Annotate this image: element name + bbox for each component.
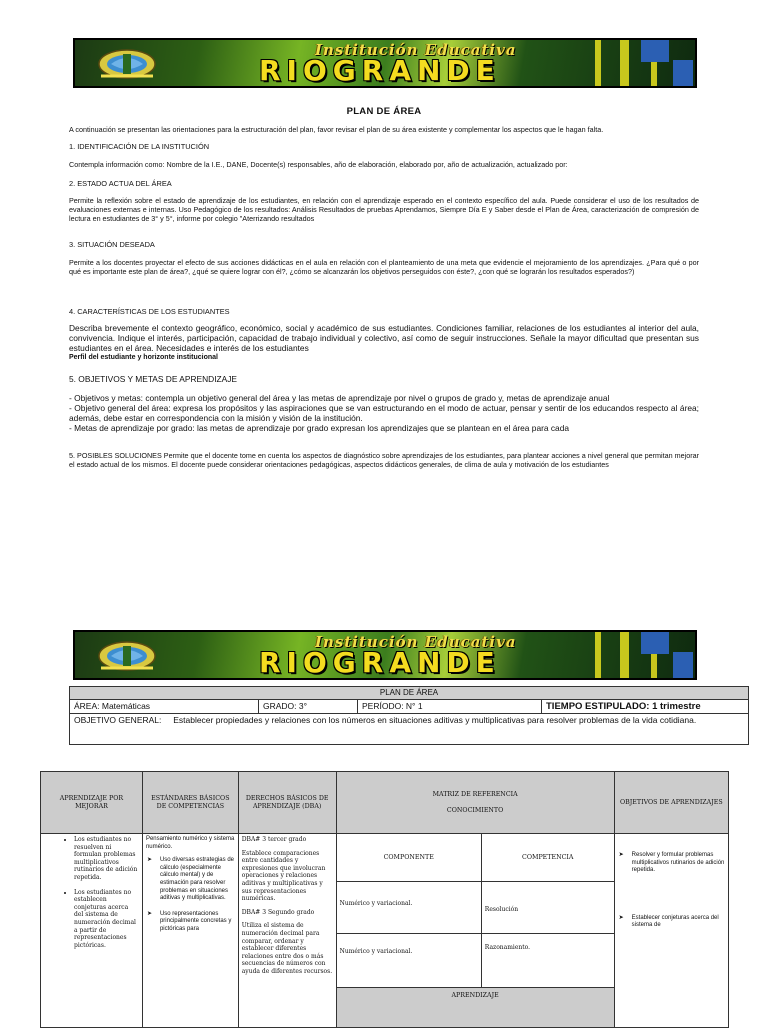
standards-item: ➤ Uso diversas estrategias de cálculo (especialmente cálculo mental) y de estimación para resolver problemas en situaciones aditivas y multiplicativas. xyxy=(160,857,235,903)
col-header-matrix xyxy=(336,772,614,834)
section-2-text: Permite la reflexión sobre el estado de aprendizaje de los estudiantes, en relación con el aprendizaje esperado en el contexto específico del aula. Puede considerar el uso de los resultados de evaluaciones externas e internas. Uso Pedagógico de los resultados: Análisis Resultados de pruebas Aprendamos, Siempre Día E y Saber desde el Plan de Área, caracterización de compresión de lectura en estudiantes de 3° y 5°, informe por colegio "Aterrizando resultados xyxy=(69,196,699,223)
standards-item: ➤ Uso representaciones principalmente concretas y pictóricas para xyxy=(160,911,235,934)
banner-school-name: RIOGRANDE xyxy=(259,646,501,679)
knowledge-title: CONOCIMIENTO xyxy=(446,806,504,814)
section-3 xyxy=(69,240,699,249)
component-row-2: Numérico y variacional. xyxy=(336,934,481,988)
page-title: PLAN DE ÁREA xyxy=(346,106,422,117)
plan-table-header: PLAN DE ÁREA xyxy=(70,687,749,700)
objective-item: ➤ Resolver y formular problemas multiplicativos rutinarios de adición repetida. xyxy=(632,852,725,875)
grade-cell: GRADO: 3° xyxy=(259,700,358,714)
section-3-text: Permite a los docentes proyectar el efecto de sus acciones didácticas en el aula en relación con el planteamiento de una meta que evidencie el mejoramiento de los aprendizajes. ¿Para qué o por qué es importante este plan de área?, ¿qué se quiere lograr con él?, ¿cómo se alcanzarán los objetivos perseguidos con éste?, ¿con qué se lograrán los resultados esperados?) xyxy=(69,258,699,276)
banner-institution-text: Institución Educativa xyxy=(315,41,517,59)
dba-title-2: DBA# 3 Segundo grado xyxy=(241,908,315,916)
general-objective-text: Establecer propiedades y relaciones con los números en situaciones aditivas y multiplicativas para resolver problemas de la vida cotidiana. xyxy=(173,715,697,725)
standards-cell xyxy=(142,834,238,1028)
section-4-title: 4. CARACTERÍSTICAS DE LOS ESTUDIANTES xyxy=(69,307,230,316)
dba-title-1: DBA# 3 tercer grado xyxy=(241,836,307,843)
school-crest-icon xyxy=(97,638,157,674)
dba-text-1: Establece comparaciones entre cantidades y expresiones que involucran operaciones y relaciones aditivas y multiplicativas y sus representaciones numéricas. xyxy=(241,849,326,903)
learning-item: • Los estudiantes no resuelven ni formulan problemas multiplicativos rutinarios de adición repetida. xyxy=(74,836,139,882)
col-header-learning: APRENDIZAJE POR MEJORAR xyxy=(41,772,143,834)
dba-cell xyxy=(238,834,336,1028)
competence-row-1: Resolución xyxy=(481,882,614,934)
competence-row-2: Razonamiento. xyxy=(481,934,614,988)
plan-header-table xyxy=(69,686,749,745)
section-4-text: Describa brevemente el contexto geográfico, económico, social y académico de sus estudiantes. Condiciones familiar, relaciones de los estudiantes al interior del aula, convivencia. Indique el interés, participación, capacidad de trabajo individual y colectivo, así como de seguir instrucciones. Señale la mayor dificultad que presentan sus estudiantes en el área. Necesidades e interés de los estudiantes Perfil del estudiante y horizonte institucional xyxy=(69,323,699,361)
section-5-text: - Objetivos y metas: contempla un objetivo general del área y las metas de aprendizaje por nivel o grupos de grado y, metas de aprendizaje anual - Objetivo general del área: expresa los propósitos y las aspiraciones que se van estructurando en el modo de actuar, pensar y sentir de los educandos respecto al área; además, debe estar en correspondencia con la misión y visión de la institución. - Metas de aprendizaje por grado: las metas de aprendizaje por grado expresan los aprendizajes que se plantean en el área para cada xyxy=(69,393,699,433)
learning-item: • Los estudiantes no establecen conjeturas acerca del sistema de numeración decimal a partir de representaciones pictóricas. xyxy=(74,889,139,950)
time-cell: TIEMPO ESTIPULADO: 1 trimestre xyxy=(542,700,749,714)
section-6-text: 5. POSIBLES SOLUCIONES Permite que el docente tome en cuenta los aspectos de diagnóstico sobre aprendizajes de los estudiantes, para plantear acciones a nivel general que permitan mejorar el estado actual de los mismos. El docente puede considerar orientaciones pedagógicas, aspectos didácticos generales, de clima de aula y motivación de los estudiantes xyxy=(69,451,699,469)
banner-school-name: RIOGRANDE xyxy=(259,54,501,87)
general-objective-label: OBJETIVO GENERAL: xyxy=(74,715,162,725)
learning-cell xyxy=(41,834,143,1028)
section-2-title: 2. ESTADO ACTUA DEL ÁREA xyxy=(69,179,172,188)
section-1-text: Contempla información como: Nombre de la I.E., DANE, Docente(s) responsables, año de elaboración, elaborado por, año de actualización, actualizado por: xyxy=(69,160,568,169)
section-2 xyxy=(69,179,699,188)
standards-heading: Pensamiento numérico y sistema numérico. xyxy=(145,836,235,850)
objective-item: ➤ Establecer conjeturas acerca del sistema de xyxy=(632,915,725,930)
objectives-cell xyxy=(614,834,728,1028)
section-1-title: 1. IDENTIFICACIÓN DE LA INSTITUCIÓN xyxy=(69,142,210,151)
matrix-title: MATRIZ DE REFERENCIA xyxy=(432,790,518,798)
learning-matrix-table xyxy=(40,771,729,1028)
learning-subheader: APRENDIZAJE xyxy=(336,988,614,1028)
area-cell: ÁREA: Matemáticas xyxy=(70,700,259,714)
period-cell: PERÍODO: N° 1 xyxy=(358,700,542,714)
col-header-dba: DERECHOS BÁSICOS DE APRENDIZAJE (DBA) xyxy=(238,772,336,834)
section-4-subtitle: Perfil del estudiante y horizonte institucional xyxy=(69,354,218,361)
general-objective-cell xyxy=(70,714,749,745)
component-header: COMPONENTE xyxy=(336,834,481,882)
section-5-title: 5. OBJETIVOS Y METAS DE APRENDIZAJE xyxy=(69,374,238,384)
school-banner xyxy=(73,38,697,88)
col-header-objectives: OBJETIVOS DE APRENDIZAJES xyxy=(614,772,728,834)
section-3-title: 3. SITUACIÓN DESEADA xyxy=(69,240,155,249)
section-5 xyxy=(69,374,699,384)
intro-paragraph: A continuación se presentan las orientaciones para la estructuración del plan, favor revisar el plan de su área existente y complementar los aspectos que le hagan falta. xyxy=(69,125,604,134)
dba-text-2: Utiliza el sistema de numeración decimal para comparar, ordenar y establecer diferentes relaciones entre dos o más secuencias de números con ayuda de diferentes recursos. xyxy=(241,922,333,975)
banner-institution-text: Institución Educativa xyxy=(315,633,517,651)
col-header-standards: ESTÁNDARES BÁSICOS DE COMPETENCIAS xyxy=(142,772,238,834)
school-banner-2 xyxy=(73,630,697,680)
section-4 xyxy=(69,307,699,316)
school-crest-icon xyxy=(97,46,157,82)
competence-header: COMPETENCIA xyxy=(481,834,614,882)
component-row-1: Numérico y variacional. xyxy=(336,882,481,934)
section-1 xyxy=(69,142,699,151)
